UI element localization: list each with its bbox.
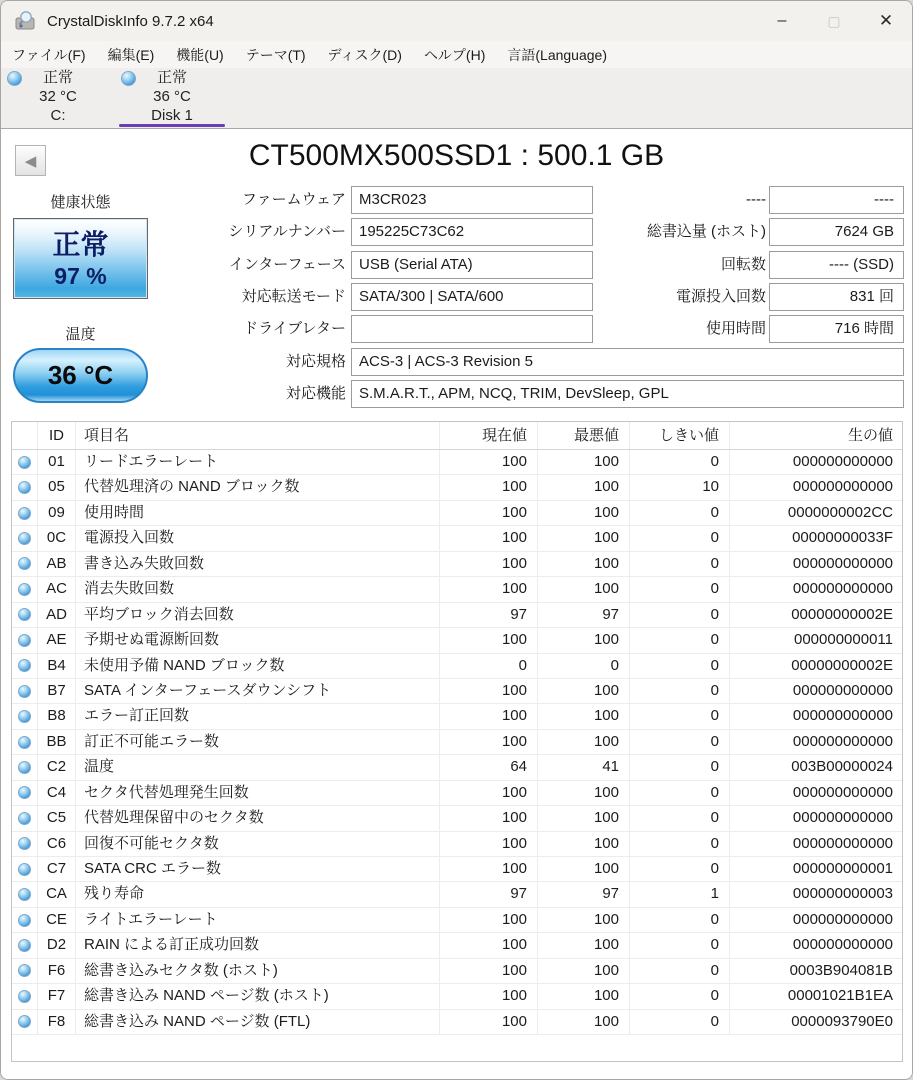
attribute-worst: 100 xyxy=(538,1010,630,1034)
table-row[interactable] xyxy=(12,679,902,704)
smart-attribute-table xyxy=(11,421,903,1062)
attribute-id: C6 xyxy=(38,832,76,856)
good-status-icon xyxy=(18,507,31,520)
attribute-name: 総書き込みセクタ数 (ホスト) xyxy=(76,959,440,983)
attribute-threshold: 0 xyxy=(630,908,730,932)
table-row[interactable] xyxy=(12,933,902,958)
temperature-box[interactable] xyxy=(13,348,148,403)
table-row[interactable] xyxy=(12,857,902,882)
attribute-name: 未使用予備 NAND ブロック数 xyxy=(76,654,440,678)
good-status-icon xyxy=(18,557,31,570)
attribute-status-cell xyxy=(12,908,38,932)
title-bar xyxy=(1,1,912,41)
status-dot-column-header xyxy=(12,422,38,449)
table-row[interactable] xyxy=(12,832,902,857)
table-row[interactable] xyxy=(12,501,902,526)
menu-item[interactable]: 編集(E) xyxy=(107,46,155,63)
attribute-current: 100 xyxy=(440,628,538,652)
attribute-worst: 100 xyxy=(538,908,630,932)
attribute-threshold: 0 xyxy=(630,857,730,881)
attribute-threshold: 0 xyxy=(630,959,730,983)
attribute-current: 100 xyxy=(440,577,538,601)
attribute-status-cell xyxy=(12,984,38,1008)
attribute-threshold: 10 xyxy=(630,475,730,499)
attribute-current: 100 xyxy=(440,501,538,525)
table-row[interactable] xyxy=(12,908,902,933)
attribute-worst: 100 xyxy=(538,781,630,805)
attribute-raw-value: 000000000000 xyxy=(792,809,893,827)
table-row[interactable] xyxy=(12,781,902,806)
attribute-threshold: 0 xyxy=(630,984,730,1008)
attribute-worst: 100 xyxy=(538,552,630,576)
attribute-threshold: 0 xyxy=(630,806,730,830)
attribute-raw-value: 000000000011 xyxy=(794,631,893,649)
field-value: ---- (SSD) xyxy=(769,251,904,279)
attribute-current: 100 xyxy=(440,1010,538,1034)
column-header-id[interactable]: ID xyxy=(38,422,76,449)
attribute-worst: 100 xyxy=(538,501,630,525)
attribute-threshold: 0 xyxy=(630,1010,730,1034)
attribute-name: 書き込み失敗回数 xyxy=(76,552,440,576)
attribute-id: 09 xyxy=(38,501,76,525)
field-value: ACS-3 | ACS-3 Revision 5 xyxy=(351,348,904,376)
attribute-current: 100 xyxy=(440,526,538,550)
attribute-id: 01 xyxy=(38,450,76,474)
attribute-status-cell xyxy=(12,730,38,754)
disk-tab-status: 正常 xyxy=(156,69,187,86)
attribute-raw-value: 0000000002CC xyxy=(787,503,893,521)
attribute-id: AD xyxy=(38,603,76,627)
table-row[interactable] xyxy=(12,526,902,551)
attribute-threshold: 0 xyxy=(630,704,730,728)
temperature-label: 温度 xyxy=(65,326,96,343)
attribute-status-cell xyxy=(12,882,38,906)
good-status-icon xyxy=(18,812,31,825)
attribute-raw-value: 000000000000 xyxy=(792,707,893,725)
field-label: インターフェース xyxy=(228,256,346,273)
good-status-icon xyxy=(18,888,31,901)
attribute-threshold: 0 xyxy=(630,654,730,678)
table-row[interactable] xyxy=(12,755,902,780)
disk-tab[interactable] xyxy=(115,68,229,128)
health-status-label: 健康状態 xyxy=(50,194,111,211)
attribute-current: 100 xyxy=(440,984,538,1008)
field-value: 7624 GB xyxy=(769,218,904,246)
attribute-status-cell xyxy=(12,959,38,983)
attribute-raw-value: 000000000000 xyxy=(792,732,893,750)
attribute-current: 97 xyxy=(440,882,538,906)
disk-tab[interactable] xyxy=(1,68,115,128)
good-status-icon xyxy=(18,863,31,876)
attribute-current: 100 xyxy=(440,730,538,754)
disk-tab-temperature: 36 °C xyxy=(153,88,191,105)
field-value: ---- xyxy=(769,186,904,214)
attribute-threshold: 0 xyxy=(630,501,730,525)
good-status-icon xyxy=(18,761,31,774)
good-status-icon xyxy=(18,583,31,596)
disk-status-icon xyxy=(7,71,22,86)
disk-tab-name: Disk 1 xyxy=(151,107,193,124)
field-label: ---- xyxy=(746,191,766,208)
field-value: 831 回 xyxy=(769,283,904,311)
field-value: M3CR023 xyxy=(351,186,593,214)
attribute-raw-value: 00000000033F xyxy=(792,529,893,547)
good-status-icon xyxy=(18,736,31,749)
field-value: 195225C73C62 xyxy=(351,218,593,246)
attribute-current: 100 xyxy=(440,933,538,957)
attribute-name: 消去失敗回数 xyxy=(76,577,440,601)
attribute-current: 100 xyxy=(440,679,538,703)
attribute-threshold: 0 xyxy=(630,933,730,957)
disk-tab-name: C: xyxy=(50,107,66,124)
health-status-box[interactable] xyxy=(13,218,148,299)
attribute-current: 100 xyxy=(440,704,538,728)
table-row[interactable] xyxy=(12,806,902,831)
disk-tab-temperature: 32 °C xyxy=(39,88,77,105)
attribute-threshold: 0 xyxy=(630,832,730,856)
attribute-current: 64 xyxy=(440,755,538,779)
attribute-id: C7 xyxy=(38,857,76,881)
table-row[interactable] xyxy=(12,959,902,984)
attribute-id: B4 xyxy=(38,654,76,678)
disk-tab-strip xyxy=(1,68,912,129)
menu-item[interactable]: ヘルプ(H) xyxy=(423,46,486,63)
disk-tab-status: 正常 xyxy=(42,69,73,86)
attribute-id: BB xyxy=(38,730,76,754)
app-icon xyxy=(13,9,37,33)
table-row[interactable] xyxy=(12,654,902,679)
attribute-status-cell xyxy=(12,475,38,499)
field-label: 総書込量 (ホスト) xyxy=(646,223,766,240)
menu-item[interactable]: テーマ(T) xyxy=(245,46,306,63)
attribute-raw-value: 0000093790E0 xyxy=(791,1012,893,1030)
attribute-status-cell xyxy=(12,806,38,830)
field-label: 対応転送モード xyxy=(241,288,346,305)
field-value xyxy=(351,315,593,343)
good-status-icon xyxy=(18,481,31,494)
attribute-worst: 100 xyxy=(538,933,630,957)
attribute-name: 回復不可能セクタ数 xyxy=(76,832,440,856)
attribute-worst: 100 xyxy=(538,857,630,881)
field-value: 716 時間 xyxy=(769,315,904,343)
attribute-worst: 100 xyxy=(538,832,630,856)
attribute-name: 平均ブロック消去回数 xyxy=(76,603,440,627)
good-status-icon xyxy=(18,532,31,545)
attribute-id: F8 xyxy=(38,1010,76,1034)
attribute-threshold: 0 xyxy=(630,552,730,576)
attribute-status-cell xyxy=(12,679,38,703)
attribute-raw-value: 00001021B1EA xyxy=(787,987,893,1005)
attribute-name: SATA CRC エラー数 xyxy=(76,857,440,881)
attribute-current: 100 xyxy=(440,781,538,805)
field-label: 対応機能 xyxy=(285,385,346,402)
table-row[interactable] xyxy=(12,450,902,475)
table-row[interactable] xyxy=(12,1010,902,1035)
attribute-name: エラー訂正回数 xyxy=(76,704,440,728)
attribute-status-cell xyxy=(12,628,38,652)
good-status-icon xyxy=(18,456,31,469)
attribute-status-cell xyxy=(12,526,38,550)
attribute-id: B7 xyxy=(38,679,76,703)
attribute-name: セクタ代替処理発生回数 xyxy=(76,781,440,805)
attribute-current: 100 xyxy=(440,806,538,830)
table-row[interactable] xyxy=(12,603,902,628)
attribute-current: 100 xyxy=(440,475,538,499)
attribute-id: CA xyxy=(38,882,76,906)
attribute-status-cell xyxy=(12,501,38,525)
attribute-worst: 100 xyxy=(538,679,630,703)
maximize-button[interactable]: ▢ xyxy=(827,12,841,29)
attribute-threshold: 0 xyxy=(630,730,730,754)
attribute-current: 100 xyxy=(440,959,538,983)
table-row[interactable] xyxy=(12,704,902,729)
menu-item[interactable]: ファイル(F) xyxy=(12,46,86,63)
attribute-raw-value: 000000000001 xyxy=(792,860,893,877)
attribute-status-cell xyxy=(12,857,38,881)
good-status-icon xyxy=(18,990,31,1003)
attribute-name: 使用時間 xyxy=(76,501,440,525)
column-header-raw[interactable]: 生の値 xyxy=(847,427,893,444)
health-status-text: 正常 xyxy=(52,228,109,260)
attribute-current: 100 xyxy=(440,832,538,856)
attribute-raw-value: 0003B904081B xyxy=(789,961,893,979)
column-header-current[interactable]: 現在値 xyxy=(440,422,538,449)
attribute-name: 温度 xyxy=(76,755,440,779)
column-header-worst[interactable]: 最悪値 xyxy=(538,422,630,449)
attribute-worst: 100 xyxy=(538,984,630,1008)
attribute-worst: 100 xyxy=(538,704,630,728)
attribute-name: 予期せぬ電源断回数 xyxy=(76,628,440,652)
menu-item[interactable]: ディスク(D) xyxy=(327,46,402,63)
attribute-raw-value: 003B00000024 xyxy=(791,758,893,776)
attribute-raw-value: 000000000000 xyxy=(792,681,893,699)
attribute-current: 100 xyxy=(440,857,538,881)
attribute-raw-value: 00000000002E xyxy=(791,605,893,623)
attribute-worst: 100 xyxy=(538,959,630,983)
field-value: S.M.A.R.T., APM, NCQ, TRIM, DevSleep, GPL xyxy=(351,380,904,408)
attribute-status-cell xyxy=(12,577,38,601)
attribute-raw-value: 00000000002E xyxy=(791,656,893,674)
good-status-icon xyxy=(18,608,31,621)
attribute-worst: 100 xyxy=(538,475,630,499)
table-row[interactable] xyxy=(12,577,902,602)
attribute-raw-value: 000000000000 xyxy=(792,453,893,470)
menu-item[interactable]: 言語(Language) xyxy=(507,46,607,63)
table-row[interactable] xyxy=(12,730,902,755)
health-percent-text: 97 % xyxy=(54,262,107,289)
attribute-name: 総書き込み NAND ページ数 (FTL) xyxy=(76,1010,440,1034)
attribute-worst: 100 xyxy=(538,577,630,601)
field-label: 電源投入回数 xyxy=(675,288,766,305)
menu-item[interactable]: 機能(U) xyxy=(176,46,224,63)
attribute-threshold: 0 xyxy=(630,526,730,550)
attribute-raw-value: 000000000000 xyxy=(792,478,893,496)
attribute-name: SATA インターフェースダウンシフト xyxy=(76,679,440,703)
attribute-worst: 97 xyxy=(538,882,630,906)
attribute-worst: 0 xyxy=(538,654,630,678)
attribute-worst: 97 xyxy=(538,603,630,627)
good-status-icon xyxy=(18,1015,31,1028)
good-status-icon xyxy=(18,786,31,799)
good-status-icon xyxy=(18,939,31,952)
attribute-id: C5 xyxy=(38,806,76,830)
attribute-threshold: 0 xyxy=(630,781,730,805)
attribute-status-cell xyxy=(12,755,38,779)
disk-status-icon xyxy=(121,71,136,86)
attribute-raw-value: 000000000000 xyxy=(792,580,893,598)
attribute-threshold: 0 xyxy=(630,577,730,601)
good-status-icon xyxy=(18,964,31,977)
attribute-current: 0 xyxy=(440,654,538,678)
attribute-worst: 41 xyxy=(538,755,630,779)
attribute-threshold: 0 xyxy=(630,755,730,779)
attribute-current: 100 xyxy=(440,908,538,932)
attribute-threshold: 0 xyxy=(630,628,730,652)
good-status-icon xyxy=(18,685,31,698)
field-value: USB (Serial ATA) xyxy=(351,251,593,279)
attribute-threshold: 1 xyxy=(630,882,730,906)
back-arrow-icon: ◀ xyxy=(24,152,37,170)
attribute-name: 訂正不可能エラー数 xyxy=(76,730,440,754)
table-header-row xyxy=(12,422,902,450)
attribute-status-cell xyxy=(12,832,38,856)
attribute-raw-value: 000000000000 xyxy=(792,783,893,801)
attribute-raw-value: 000000000000 xyxy=(792,910,893,928)
good-status-icon xyxy=(18,914,31,927)
good-status-icon xyxy=(18,837,31,850)
temperature-value: 36 °C xyxy=(47,360,114,390)
attribute-worst: 100 xyxy=(538,628,630,652)
window-title: CrystalDiskInfo 9.7.2 x64 xyxy=(47,12,214,30)
attribute-name: 代替処理済の NAND ブロック数 xyxy=(76,475,440,499)
attribute-raw-value: 000000000000 xyxy=(792,834,893,852)
menu-bar xyxy=(1,41,912,68)
attribute-raw-value: 000000000000 xyxy=(792,554,893,572)
attribute-current: 100 xyxy=(440,450,538,474)
attribute-name: 代替処理保留中のセクタ数 xyxy=(76,806,440,830)
attribute-id: AB xyxy=(38,552,76,576)
table-row[interactable] xyxy=(12,628,902,653)
attribute-raw-value: 000000000000 xyxy=(792,936,893,954)
attribute-status-cell xyxy=(12,603,38,627)
attribute-id: F7 xyxy=(38,984,76,1008)
attribute-id: 05 xyxy=(38,475,76,499)
attribute-id: AC xyxy=(38,577,76,601)
field-label: 対応規格 xyxy=(285,353,346,370)
attribute-status-cell xyxy=(12,552,38,576)
attribute-id: 0C xyxy=(38,526,76,550)
attribute-threshold: 0 xyxy=(630,450,730,474)
field-value: SATA/300 | SATA/600 xyxy=(351,283,593,311)
attribute-status-cell xyxy=(12,704,38,728)
good-status-icon xyxy=(18,710,31,723)
field-label: ドライブレター xyxy=(243,320,346,337)
attribute-status-cell xyxy=(12,1010,38,1034)
attribute-status-cell xyxy=(12,781,38,805)
attribute-name: 残り寿命 xyxy=(76,882,440,906)
good-status-icon xyxy=(18,659,31,672)
drive-title: CT500MX500SSD1 : 500.1 GB xyxy=(248,139,665,172)
attribute-current: 97 xyxy=(440,603,538,627)
table-row[interactable] xyxy=(12,552,902,577)
attribute-worst: 100 xyxy=(538,450,630,474)
attribute-id: AE xyxy=(38,628,76,652)
attribute-status-cell xyxy=(12,450,38,474)
attribute-worst: 100 xyxy=(538,806,630,830)
column-header-name[interactable]: 項目名 xyxy=(76,422,440,449)
table-row[interactable] xyxy=(12,475,902,500)
attribute-current: 100 xyxy=(440,552,538,576)
field-label: シリアルナンバー xyxy=(228,223,346,240)
field-label: ファームウェア xyxy=(241,191,346,208)
attribute-name: ライトエラーレート xyxy=(76,908,440,932)
close-button[interactable]: ✕ xyxy=(878,11,894,30)
attribute-name: 電源投入回数 xyxy=(76,526,440,550)
attribute-status-cell xyxy=(12,654,38,678)
attribute-id: F6 xyxy=(38,959,76,983)
table-row[interactable] xyxy=(12,984,902,1009)
main-panel xyxy=(1,129,912,1080)
attribute-worst: 100 xyxy=(538,730,630,754)
minimize-button[interactable]: – xyxy=(777,12,787,29)
column-header-threshold[interactable]: しきい値 xyxy=(630,422,730,449)
attribute-threshold: 0 xyxy=(630,679,730,703)
attribute-raw-value: 000000000003 xyxy=(792,885,893,903)
attribute-name: リードエラーレート xyxy=(76,450,440,474)
attribute-id: B8 xyxy=(38,704,76,728)
attribute-threshold: 0 xyxy=(630,603,730,627)
attribute-id: C2 xyxy=(38,755,76,779)
attribute-worst: 100 xyxy=(538,526,630,550)
attribute-name: RAIN による訂正成功回数 xyxy=(76,933,440,957)
field-label: 使用時間 xyxy=(705,320,766,337)
good-status-icon xyxy=(18,634,31,647)
field-label: 回転数 xyxy=(720,256,766,273)
attribute-id: C4 xyxy=(38,781,76,805)
attribute-status-cell xyxy=(12,933,38,957)
attribute-id: CE xyxy=(38,908,76,932)
table-row[interactable] xyxy=(12,882,902,907)
attribute-id: D2 xyxy=(38,933,76,957)
attribute-name: 総書き込み NAND ページ数 (ホスト) xyxy=(76,984,440,1008)
